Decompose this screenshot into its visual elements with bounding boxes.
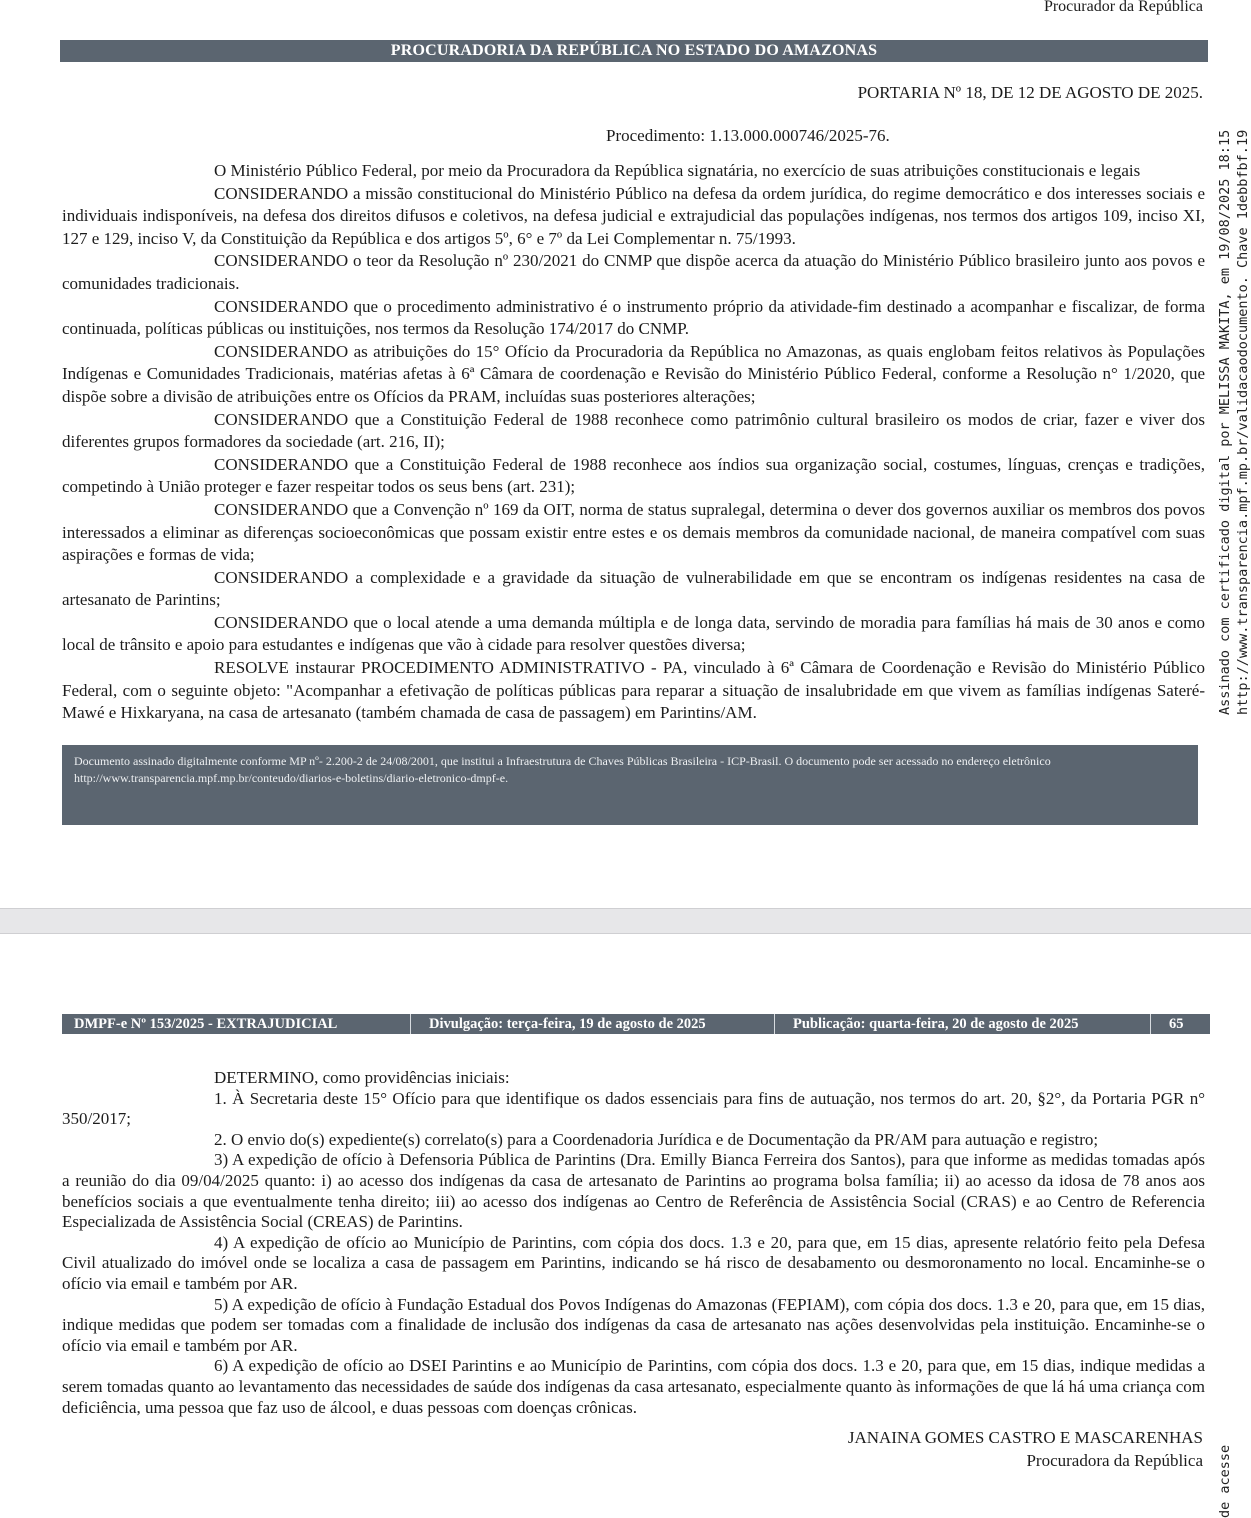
- publicacao-date: Publicação: quarta-feira, 20 de agosto de 2025: [793, 1016, 1079, 1032]
- signer-name: JANAINA GOMES CASTRO E MASCARENHAS: [847, 1428, 1203, 1447]
- paragraph-considerando: CONSIDERANDO a complexidade e a gravidade da situação de vulnerabilidade em que se encontram os indígenas residentes na casa de artesanato de Parintins;: [62, 567, 1205, 610]
- portaria-body: [62, 160, 1205, 725]
- digital-signature-footer: Documento assinado digitalmente conforme MP nº- 2.200-2 de 24/08/2001, que institui a Infraestrutura de Chaves Públicas Brasileira - ICP-Brasil. O documento pode ser acessado no endereço eletrônico http://www.transparencia.mpf.mp.br/conteudo/diarios-e-boletins/diario-eletronico-dmpf-e.: [62, 745, 1198, 825]
- paragraph-considerando: CONSIDERANDO a missão constitucional do Ministério Público na defesa da ordem jurídica, do regime democrático e dos interesses sociais e individuais indisponíveis, na defesa dos direitos difusos e coletivos, na defesa judicial e extrajudicial das populações indígenas, nos termos dos artigos 109, inciso XI, 127 e 129, inciso V, da Constituição da República e dos artigos 5º, 6° e 7º da Lei Complementar n. 75/1993.: [62, 183, 1205, 248]
- header-divider: [774, 1014, 775, 1034]
- paragraph-item: 3) A expedição de ofício à Defensoria Pública de Parintins (Dra. Emilly Bianca Ferreira dos Santos), para que informe as medidas tomadas após a reunião do dia 09/04/2025 quanto: i) ao acesso dos indígenas da casa de artesanato de Parintins ao programa bolsa família; ii) ao acesso da idosa de 78 anos aos benefícios sociais a que eventualmente tenha direito; iii) ao acesso dos indígenas ao Centro de Referência de Assistência Social (CRAS) e ao Centro de Referencia Especializada de Assistência Social (CREAS) de Parintins.: [62, 1150, 1205, 1232]
- paragraph-considerando: CONSIDERANDO as atribuições do 15° Ofício da Procuradoria da República no Amazonas, as quais englobam feitos relativos às Populações Indígenas e Comunidades Tradicionais, matérias afetas à 6ª Câmara de coordenação e Revisão do Ministério Público Federal, conforme a Resolução n° 1/2020, que dispõe sobre a divisão de atribuições entre os Ofícios da PRAM, incluídas suas posteriores alterações;: [62, 341, 1205, 406]
- paragraph-considerando: CONSIDERANDO que o procedimento administrativo é o instrumento próprio da atividade-fim destinado a acompanhar e fiscalizar, de forma continuada, políticas públicas ou instituições, nos termos da Resolução 174/2017 do CNMP.: [62, 296, 1205, 339]
- paragraph-considerando: CONSIDERANDO o teor da Resolução nº 230/2021 do CNMP que dispõe acerca da atuação do Ministério Público brasileiro junto aos povos e comunidades tradicionais.: [62, 251, 1205, 293]
- paragraph-considerando: CONSIDERANDO que a Constituição Federal de 1988 reconhece aos índios sua organização social, costumes, línguas, crenças e tradições, competindo à União proteger e fazer respeitar todos os seus bens (art. 231);: [62, 454, 1205, 497]
- paragraph-intro: O Ministério Público Federal, por meio da Procuradora da República signatária, no exercício de suas atribuições constitucionais e legais: [214, 161, 1141, 180]
- paragraph-item: 5) A expedição de ofício à Fundação Estadual dos Povos Indígenas do Amazonas (FEPIAM), com cópia dos docs. 1.3 e 20, para que, em 15 dias, indique medidas que podem ser tomadas com a finalidade de inclusão dos indígenas da casa de artesanato nas ações desenvolvidas pela instituição. Encaminhe-se o ofício via email e também por AR.: [62, 1294, 1205, 1355]
- determino-body: [62, 1068, 1205, 1418]
- procedimento-number: Procedimento: 1.13.000.000746/2025-76.: [606, 126, 890, 145]
- top-signature-role: Procurador da República: [1043, 0, 1203, 15]
- office-header-bar: PROCURADORIA DA REPÚBLICA NO ESTADO DO AMAZONAS: [60, 40, 1208, 62]
- portaria-title: PORTARIA Nº 18, DE 12 DE AGOSTO DE 2025.: [857, 83, 1203, 102]
- side-signature-line-1: Assinado com certificado digital por MELISSA MAKITA, em 19/08/2025 18:15: [1217, 129, 1233, 715]
- paragraph-item: 4) A expedição de ofício ao Município de Parintins, com cópia dos docs. 1.3 e 20, para que, em 15 dias, apresente relatório feito pela Defesa Civil atualizado do imóvel onde se localiza a casa de passagem em Parintins, indicando se há risco de desabamento ou desmoronamento no local. Encaminhe-se o ofício via email e também por AR.: [62, 1232, 1205, 1293]
- signature-block: [848, 1426, 1203, 1472]
- page-number: 65: [1169, 1016, 1184, 1032]
- paragraph-considerando: CONSIDERANDO que a Constituição Federal de 1988 reconhece como patrimônio cultural brasileiro os modos de criar, fazer e viver dos diferentes grupos formadores da sociedade (art. 216, II);: [62, 409, 1205, 452]
- paragraph-item: 2. O envio do(s) expediente(s) correlato(s) para a Coordenadoria Jurídica e de Documentação da PR/AM para autuação e registro;: [214, 1129, 1099, 1149]
- paragraph-item: 6) A expedição de ofício ao DSEI Parintins e ao Município de Parintins, com cópia dos docs. 1.3 e 20, para que, em 15 dias, indique medidas a serem tomadas quanto ao levantamento das necessidades de saúde dos indígenas da casa artesanato, especialmente quanto às informações de que lá há uma criança com deficiência, uma pessoa que faz uso de álcool, e duas pessoas com doenças crônicas.: [62, 1356, 1205, 1417]
- signer-role: Procuradora da República: [1026, 1451, 1203, 1470]
- paragraph-resolve: RESOLVE instaurar PROCEDIMENTO ADMINISTRATIVO - PA, vinculado à 6ª Câmara de Coordenação e Revisão do Ministério Público Federal, com o seguinte objeto: "Acompanhar a efetivação de políticas públicas para reparar a situação de insalubridade em que vivem as famílias indígenas Sateré-Mawé e Hixkaryana, na casa de artesanato (também chamada de casa de passagem) em Parintins/AM.: [62, 658, 1205, 723]
- header-divider: [410, 1014, 411, 1034]
- document-page-2: [0, 933, 1251, 1518]
- divulgacao-date: Divulgação: terça-feira, 19 de agosto de 2025: [429, 1016, 706, 1032]
- header-divider: [1150, 1014, 1151, 1034]
- paragraph-item: 1. À Secretaria deste 15° Ofício para que identifique os dados essenciais para fins de autuação, nos termos do art. 20, §2°, da Portaria PGR n° 350/2017;: [62, 1088, 1205, 1129]
- side-signature-line-2: http://www.transparencia.mpf.mp.br/validacaodocumento. Chave 1debbfbf.19: [1235, 129, 1251, 715]
- side-verification-text: de acesse: [1217, 1444, 1233, 1518]
- paragraph-considerando: CONSIDERANDO que a Convenção nº 169 da OIT, norma de status supralegal, determina o dever dos governos auxiliar os membros dos povos interessados a eliminar as diferenças socioeconômicas que possam existir entre estes e os demais membros da comunidade nacional, de maneira compatível com suas aspirações e formas de vida;: [62, 499, 1205, 565]
- paragraph-considerando: CONSIDERANDO que o local atende a uma demanda múltipla e de longa data, servindo de moradia para famílias há mais de 30 anos e como local de trânsito e apoio para estudantes e indígenas que vão à cidade para resolver questões diversa;: [62, 612, 1205, 655]
- edition-label: DMPF-e Nº 153/2025 - EXTRAJUDICIAL: [74, 1016, 338, 1032]
- publication-header-bar: [62, 1014, 1210, 1034]
- paragraph-determino: DETERMINO, como providências iniciais:: [214, 1068, 510, 1087]
